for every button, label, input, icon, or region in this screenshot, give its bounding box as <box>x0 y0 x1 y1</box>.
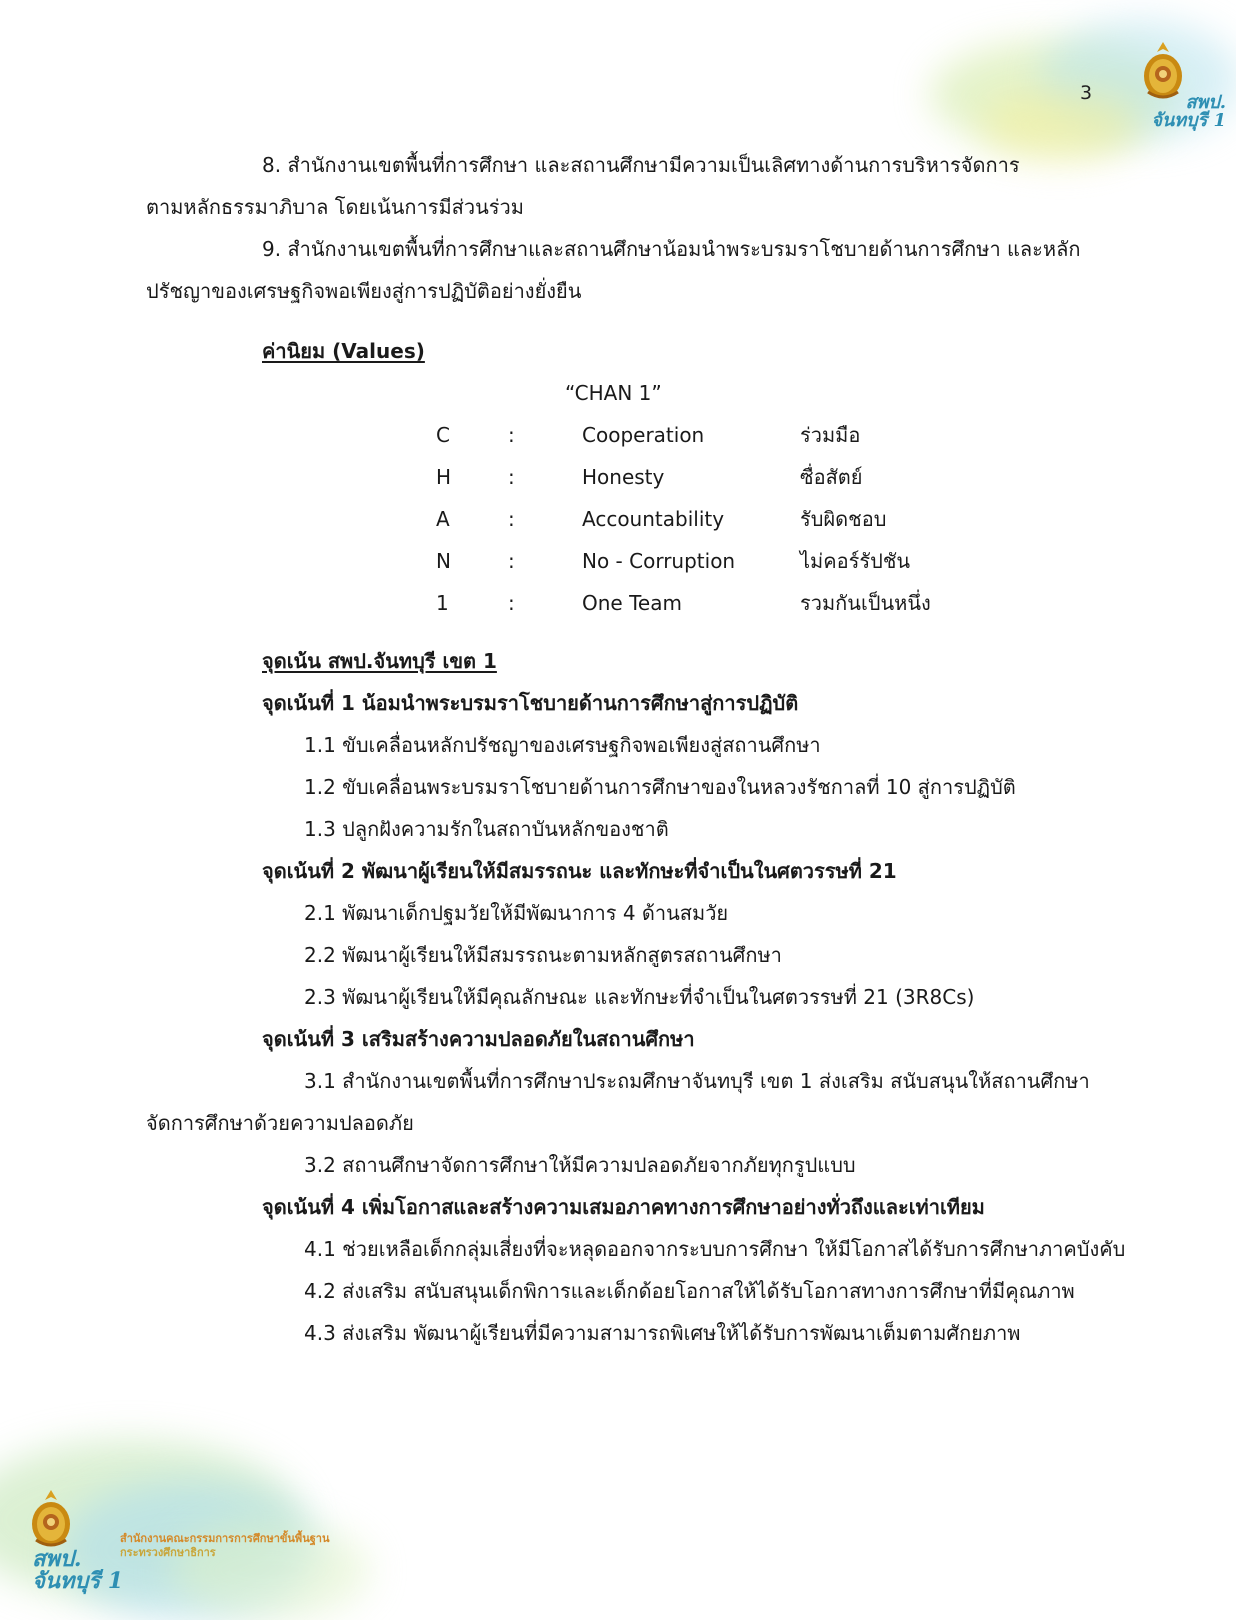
header-logo-text: สพป. จันทบุรี 1 <box>1151 92 1226 131</box>
paragraph-9-line-1: 9. สำนักงานเขตพื้นที่การศึกษาและสถานศึกษาน้อมนำพระบรมราโชบายด้านการศึกษา และหลัก <box>262 237 1081 261</box>
values-heading: ค่านิยม (Values) <box>262 339 425 363</box>
decorative-wash <box>980 90 1140 160</box>
focus-heading: จุดเน้น สพป.จันทบุรี เขต 1 <box>262 649 497 673</box>
footer-logo-text: สพป. จันทบุรี 1 <box>32 1546 124 1594</box>
focus-3-item-1-line-2: จัดการศึกษาด้วยความปลอดภัย <box>146 1111 414 1135</box>
values-letter: A <box>436 507 450 531</box>
focus-3-item-2: 3.2 สถานศึกษาจัดการศึกษาให้มีความปลอดภัยจากภัยทุกรูปแบบ <box>304 1153 856 1177</box>
focus-4-item-1: 4.1 ช่วยเหลือเด็กกลุ่มเสี่ยงที่จะหลุดออกจากระบบการศึกษา ให้มีโอกาสได้รับการศึกษาภาคบังคับ <box>304 1237 1126 1261</box>
values-thai: ไม่คอร์รัปชัน <box>800 549 911 573</box>
paragraph-9-line-2: ปรัชญาของเศรษฐกิจพอเพียงสู่การปฏิบัติอย่างยั่งยืน <box>146 279 582 303</box>
paragraph-8-line-1: 8. สำนักงานเขตพื้นที่การศึกษา และสถานศึกษามีความเป็นเลิศทางด้านการบริหารจัดการ <box>262 153 1020 177</box>
focus-4-item-2: 4.2 ส่งเสริม สนับสนุนเด็กพิการและเด็กด้อยโอกาสให้ได้รับโอกาสทางการศึกษาที่มีคุณภาพ <box>304 1279 1075 1303</box>
values-thai: รวมกันเป็นหนึ่ง <box>800 591 931 615</box>
focus-1-item-2: 1.2 ขับเคลื่อนพระบรมราโชบายด้านการศึกษาของในหลวงรัชกาลที่ 10 สู่การปฏิบัติ <box>304 775 1016 799</box>
focus-4-title: จุดเน้นที่ 4 เพิ่มโอกาสและสร้างความเสมอภาคทางการศึกษาอย่างทั่วถึงและเท่าเทียม <box>262 1195 985 1219</box>
focus-3-title: จุดเน้นที่ 3 เสริมสร้างความปลอดภัยในสถานศึกษา <box>262 1027 695 1051</box>
values-english: No - Corruption <box>582 549 736 573</box>
footer-office-line-2: กระทรวงศึกษาธิการ <box>120 1546 216 1559</box>
focus-1-item-1: 1.1 ขับเคลื่อนหลักปรัชญาของเศรษฐกิจพอเพียงสู่สถานศึกษา <box>304 733 821 757</box>
focus-1-title: จุดเน้นที่ 1 น้อมนำพระบรมราโชบายด้านการศึกษาสู่การปฏิบัติ <box>262 691 799 715</box>
values-colon: : <box>508 507 515 531</box>
focus-2-item-2: 2.2 พัฒนาผู้เรียนให้มีสมรรถนะตามหลักสูตรสถานศึกษา <box>304 943 782 967</box>
values-thai: ซื่อสัตย์ <box>800 465 863 489</box>
values-english: Accountability <box>582 507 725 531</box>
values-colon: : <box>508 549 515 573</box>
focus-3-item-1-line-1: 3.1 สำนักงานเขตพื้นที่การศึกษาประถมศึกษาจันทบุรี เขต 1 ส่งเสริม สนับสนุนให้สถานศึกษา <box>304 1069 1090 1093</box>
office-seal-icon <box>1140 40 1186 102</box>
values-letter: H <box>436 465 452 489</box>
values-colon: : <box>508 591 515 615</box>
focus-2-item-1: 2.1 พัฒนาเด็กปฐมวัยให้มีพัฒนาการ 4 ด้านสมวัย <box>304 901 729 925</box>
paragraph-8-line-2: ตามหลักธรรมาภิบาล โดยเน้นการมีส่วนร่วม <box>146 195 524 219</box>
focus-2-title: จุดเน้นที่ 2 พัฒนาผู้เรียนให้มีสมรรถนะ และทักษะที่จำเป็นในศตวรรษที่ 21 <box>262 859 897 883</box>
focus-1-item-3: 1.3 ปลูกฝังความรักในสถาบันหลักของชาติ <box>304 817 669 841</box>
footer-office-name <box>120 1532 329 1560</box>
values-title: “CHAN 1” <box>565 381 662 405</box>
values-letter: 1 <box>436 591 449 615</box>
values-english: One Team <box>582 591 682 615</box>
values-colon: : <box>508 423 515 447</box>
values-thai: รับผิดชอบ <box>800 507 887 531</box>
values-colon: : <box>508 465 515 489</box>
values-english: Cooperation <box>582 423 705 447</box>
page-number: 3 <box>1080 82 1093 104</box>
footer-office-line-1: สำนักงานคณะกรรมการการศึกษาขั้นพื้นฐาน <box>120 1532 330 1545</box>
focus-4-item-3: 4.3 ส่งเสริม พัฒนาผู้เรียนที่มีความสามารถพิเศษให้ได้รับการพัฒนาเต็มตามศักยภาพ <box>304 1321 1021 1345</box>
office-seal-icon <box>28 1488 74 1550</box>
values-letter: C <box>436 423 450 447</box>
focus-2-item-3: 2.3 พัฒนาผู้เรียนให้มีคุณลักษณะ และทักษะที่จำเป็นในศตวรรษที่ 21 (3R8Cs) <box>304 985 975 1009</box>
values-english: Honesty <box>582 465 665 489</box>
values-thai: ร่วมมือ <box>800 423 861 447</box>
values-letter: N <box>436 549 451 573</box>
